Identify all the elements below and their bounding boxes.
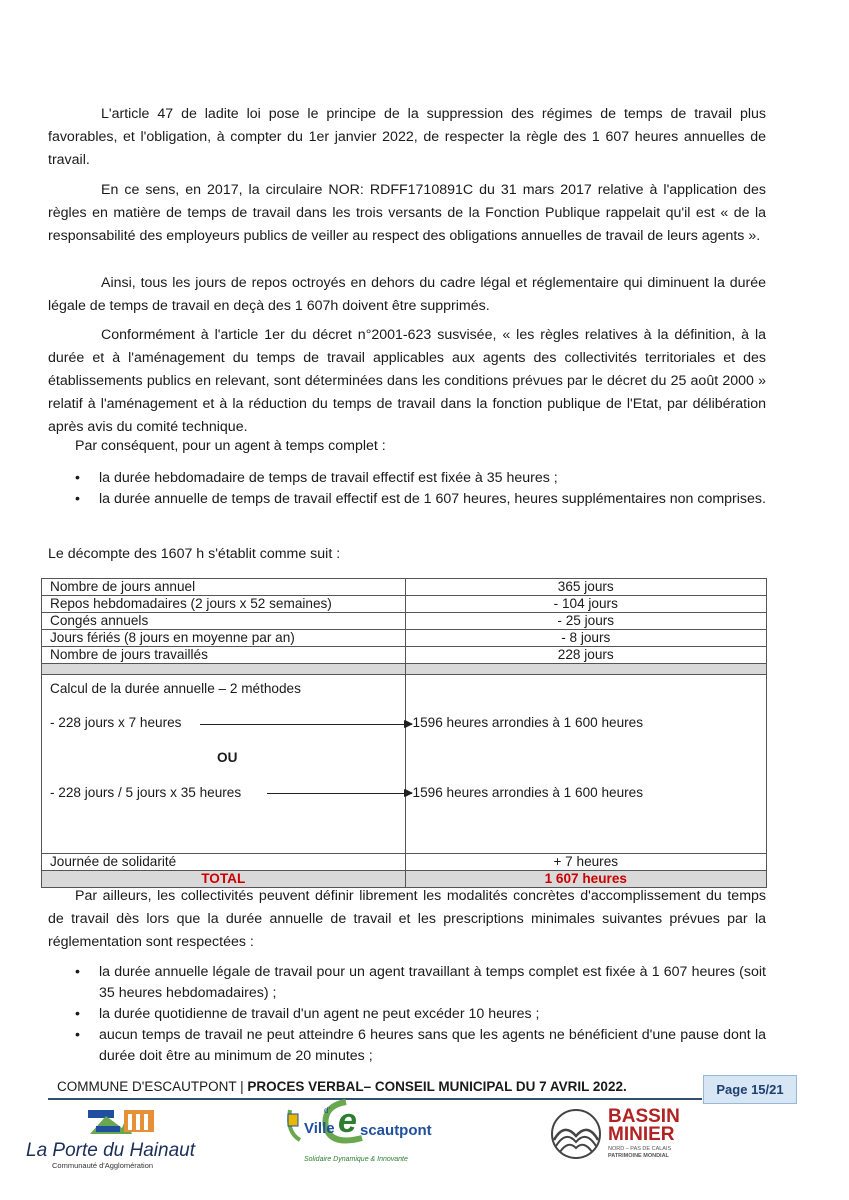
calc-row bbox=[42, 675, 767, 854]
paragraph-par-consequent: Par conséquent, pour un agent à temps complet : bbox=[75, 438, 386, 454]
list-item: • aucun temps de travail ne peut atteindre 6 heures sans que les agents ne bénéficient d'une pause dont la durée doit être au minimum de 20 minutes ; bbox=[75, 1027, 766, 1064]
arrow-1-head-icon bbox=[406, 724, 411, 725]
arrow-2-icon bbox=[267, 793, 412, 794]
paragraph-decret: Conformément à l'article 1er du décret n°2001-623 susvisée, « les règles relatives à la définition, à la durée et à l'aménagement du temps de travail applicables aux agents des collectivités territoriales et des établissements publics en relevant, sont déterminées dans les conditions prévues par le décret du 25 août 2000 » relatif à l'aménagement et à la réduction du temps de travail dans la fonction publique de l'Etat, par délibération après avis du comité technique. bbox=[48, 327, 766, 435]
calc-title: Calcul de la durée annuelle – 2 méthodes bbox=[50, 681, 301, 696]
list-item: • la durée annuelle légale de travail pour un agent travaillant à temps complet est fixée à 1 607 heures (soit 35 heures hebdomadaires) ; bbox=[75, 964, 766, 1001]
table-row: Congés annuels - 25 jours bbox=[42, 613, 767, 630]
method-2-label: - 228 jours / 5 jours x 35 heures bbox=[50, 785, 242, 800]
arrow-2-head-icon bbox=[406, 793, 411, 794]
list-item: • la durée hebdomadaire de temps de travail effectif est fixée à 35 heures ; bbox=[48, 468, 766, 489]
bullet-icon: • bbox=[75, 964, 80, 980]
ou-label: OU bbox=[217, 750, 238, 765]
bullet-list-prescriptions bbox=[48, 962, 766, 1067]
paragraph-jours-repos: Ainsi, tous les jours de repos octroyés en dehors du cadre légal et réglementaire qui diminuent la durée légale de temps de travail en deçà des 1 607h doivent être supprimés. bbox=[48, 275, 766, 314]
list-item: • la durée annuelle de temps de travail effectif est de 1 607 heures, heures supplémentaires non comprises. bbox=[48, 489, 766, 510]
table-row: Repos hebdomadaires (2 jours x 52 semaines) - 104 jours bbox=[42, 596, 767, 613]
decompte-table bbox=[41, 578, 767, 888]
list-item: • la durée quotidienne de travail d'un agent ne peut excéder 10 heures ; bbox=[48, 1004, 766, 1025]
method-1-label: - 228 jours x 7 heures bbox=[50, 715, 182, 730]
paragraph-decompte: Le décompte des 1607 h s'établit comme suit : bbox=[48, 546, 341, 562]
footer-title: COMMUNE D'ESCAUTPONT | PROCES VERBAL– CONSEIL MUNICIPAL DU 7 AVRIL 2022. bbox=[57, 1079, 627, 1094]
table-row: Jours fériés (8 jours en moyenne par an) - 8 jours bbox=[42, 630, 767, 647]
paragraph-article-47: L'article 47 de ladite loi pose le principe de la suppression des régimes de temps de travail plus favorables, et l'obligation, à compter du 1er janvier 2022, de respecter la règle des 1 607 heures annuelles de travail. bbox=[48, 106, 766, 168]
total-row: TOTAL 1 607 heures bbox=[42, 871, 767, 888]
result-2: 1596 heures arrondies à 1 600 heures bbox=[412, 785, 644, 800]
table-row: Nombre de jours annuel 365 jours bbox=[42, 579, 767, 596]
table-row: Journée de solidarité + 7 heures bbox=[42, 854, 767, 871]
bassin-minier-emblem-icon bbox=[548, 1108, 606, 1160]
table-spacer-row bbox=[42, 664, 767, 675]
table-row: Nombre de jours travaillés 228 jours bbox=[42, 647, 767, 664]
page-number-badge: Page 15/21 bbox=[703, 1075, 797, 1104]
bullet-icon: • bbox=[75, 1027, 80, 1043]
ville-escautpont-logo: Ville d' e scautpont Solidaire Dynamique & Innovante bbox=[282, 1098, 432, 1170]
bassin-minier-logo: BASSIN MINIER NORD – PAS DE CALAIS PATRIMOINE MONDIAL bbox=[548, 1108, 688, 1164]
bullet-icon: • bbox=[75, 491, 80, 507]
paragraph-par-ailleurs: Par ailleurs, les collectivités peuvent définir librement les modalités concrètes d'accomplissement du temps de travail dès lors que la durée annuelle de travail et les prescriptions minimales suivantes prévues par la réglementation sont respectées : bbox=[48, 888, 766, 950]
bullet-icon: • bbox=[75, 470, 80, 486]
bullet-list-temps-complet bbox=[48, 468, 766, 510]
result-1: 1596 heures arrondies à 1 600 heures bbox=[412, 715, 644, 730]
arrow-1-icon bbox=[200, 724, 412, 725]
bullet-icon: • bbox=[75, 1006, 80, 1022]
paragraph-circulaire: En ce sens, en 2017, la circulaire NOR: RDFF1710891C du 31 mars 2017 relative à l'application des règles en matière de temps de travail dans les trois versants de la Fonction Publique rappelait qu'il est « de la responsabilité des employeurs publics de veiller au respect des obligations annuelles de travail de leurs agents ». bbox=[48, 182, 766, 244]
porte-du-hainaut-logo: La Porte du Hainaut Communauté d'Agglomération bbox=[26, 1104, 206, 1168]
